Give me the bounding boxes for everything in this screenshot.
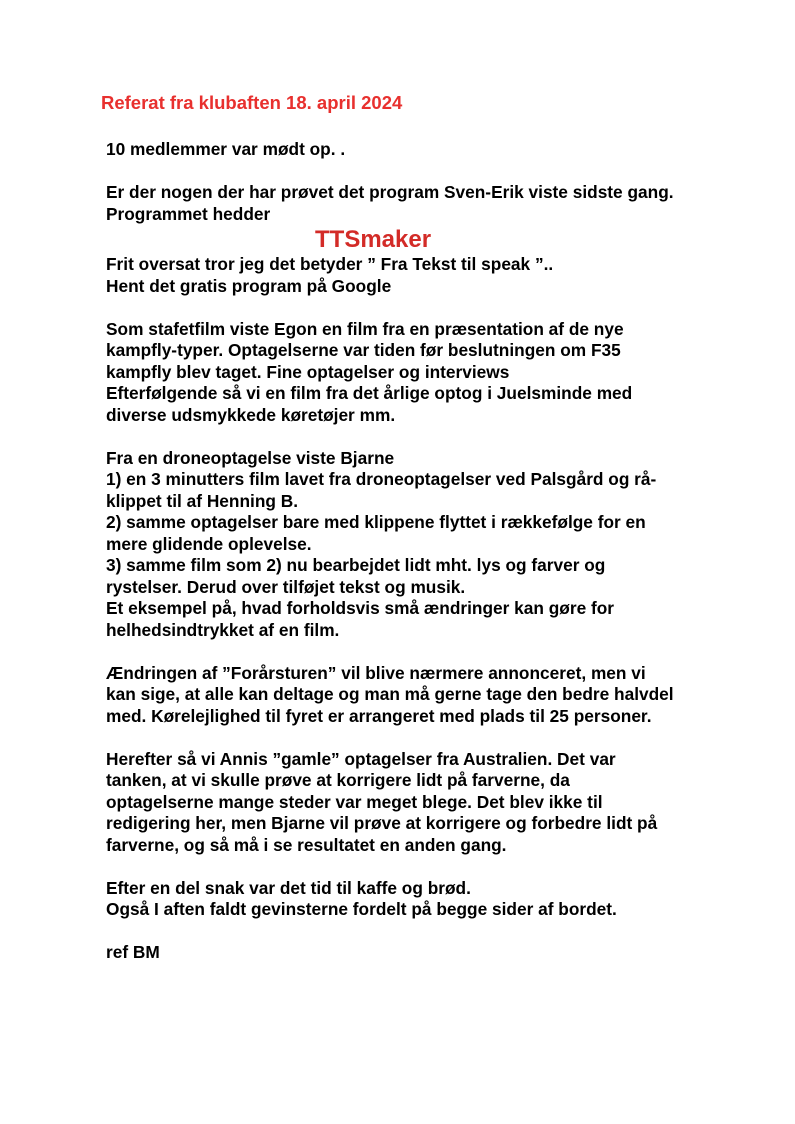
text-line: rystelser. Derud over tilføjet tekst og musik.	[106, 576, 466, 597]
paragraph-closing	[106, 878, 746, 921]
paragraph-spring-trip	[106, 663, 746, 728]
text-line: kampfly-typer. Optagelserne var tiden før beslutningen om F35	[106, 340, 621, 360]
paragraph-gap	[106, 727, 746, 749]
text-line: Fra en droneoptagelse viste Bjarne	[106, 447, 395, 468]
page-title: Referat fra klubaften 18. april 2024	[101, 92, 403, 113]
text-line: Også I aften faldt gevinsterne fordelt på begge sider af bordet.	[106, 899, 617, 919]
paragraph-australia	[106, 749, 746, 857]
paragraph-program	[106, 182, 746, 297]
text-line: optagelserne mange steder var meget blege. Det blev ikke til	[106, 791, 603, 812]
signature: ref BM	[106, 942, 160, 962]
text-line: helhedsindtrykket af en film.	[106, 619, 340, 640]
paragraph-gap	[106, 426, 746, 448]
paragraph-gap	[106, 641, 746, 663]
paragraph-drone	[106, 448, 746, 642]
text-line: 1) en 3 minutters film lavet fra droneoptagelser ved Palsgård og rå-	[106, 469, 657, 489]
text-line: Som stafetfilm viste Egon en film fra en præsentation af de nye	[106, 318, 624, 339]
text-line: Efterfølgende så vi en film fra det årlige optog i Juelsminde med	[106, 383, 633, 403]
paragraph-gap	[106, 921, 746, 943]
text-line: kampfly blev taget. Fine optagelser og interviews	[106, 361, 510, 382]
text-line: Frit oversat tror jeg det betyder ” Fra Tekst til speak ”..	[106, 254, 554, 274]
text-line: Herefter så vi Annis ”gamle” optagelser fra Australien. Det var	[106, 748, 616, 769]
document-body	[106, 139, 746, 964]
text-line: Et eksempel på, hvad forholdsvis små ændringer kan gøre for	[106, 598, 615, 618]
text-line: klippet til af Henning B.	[106, 490, 299, 511]
text-line: Ændringen af ”Forårsturen” vil blive nærmere annonceret, men vi	[106, 662, 646, 683]
text-line: Efter en del snak var det tid til kaffe og brød.	[106, 877, 471, 898]
text-line: Programmet hedder	[106, 203, 271, 224]
paragraph-gap	[106, 856, 746, 878]
paragraph-attendance	[106, 139, 746, 161]
text-line: 3) samme film som 2) nu bearbejdet lidt mht. lys og farver og	[106, 555, 606, 575]
text-line: Er der nogen der har prøvet det program Sven-Erik viste sidste gang.	[106, 182, 674, 202]
paragraph-gap	[106, 161, 746, 183]
text-line: diverse udsmykkede køretøjer mm.	[106, 404, 396, 425]
program-name-highlight: TTSmaker	[315, 226, 432, 253]
text-line: kan sige, at alle kan deltage og man må gerne tage den bedre halvdel	[106, 684, 674, 704]
text-line: redigering her, men Bjarne vil prøve at korrigere og forbedre lidt på	[106, 813, 658, 833]
text-line: farverne, og så må i se resultatet en anden gang.	[106, 834, 507, 855]
text-line: med. Kørelejlighed til fyret er arrangeret med plads til 25 personer.	[106, 705, 652, 726]
text-line: 10 medlemmer var mødt op. .	[106, 139, 346, 159]
paragraph-gap	[106, 297, 746, 319]
text-line: tanken, at vi skulle prøve at korrigere lidt på farverne, da	[106, 770, 570, 790]
text-line: Hent det gratis program på Google	[106, 275, 392, 296]
text-line: 2) samme optagelser bare med klippene flyttet i rækkefølge for en	[106, 512, 646, 532]
text-line: mere glidende oplevelse.	[106, 533, 312, 554]
paragraph-relay-film	[106, 319, 746, 427]
